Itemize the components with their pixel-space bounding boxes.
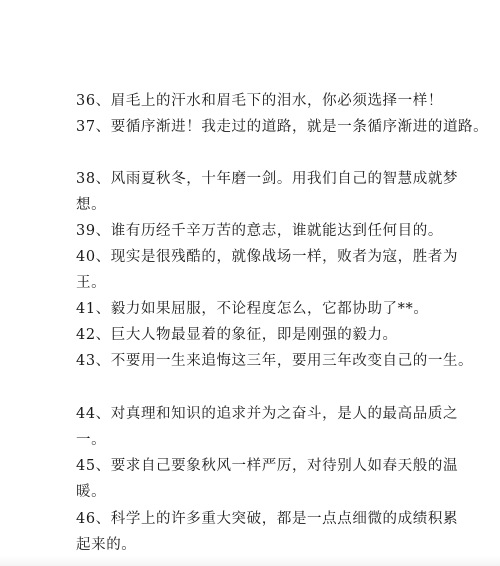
- quote-43: 43、不要用一生来追悔这三年，要用三年改变自己的一生。: [76, 353, 474, 369]
- quote-45: 45、要求自己要象秋风一样严厉，对待别人如春天般的温: [76, 458, 459, 474]
- quote-37: 37、要循序渐进！我走过的道路，就是一条循序渐进的道路。: [76, 119, 489, 135]
- quote-46-continued: 起来的。: [76, 537, 137, 553]
- quote-41: 41、毅力如果屈服，不论程度怎么，它都协助了**。: [76, 301, 429, 317]
- quote-38: 38、风雨夏秋冬，十年磨一剑。用我们自己的智慧成就梦: [76, 171, 459, 187]
- quote-36: 36、眉毛上的汗水和眉毛下的泪水，你必须选择一样！: [76, 93, 443, 109]
- quote-40-continued: 王。: [76, 275, 107, 291]
- bottom-edge-fade: [0, 556, 500, 566]
- quote-46: 46、科学上的许多重大突破，都是一点点细微的成绩积累: [76, 511, 459, 527]
- quote-44: 44、对真理和知识的追求并为之奋斗，是人的最高品质之: [76, 406, 459, 422]
- quote-44-continued: 一。: [76, 432, 107, 448]
- quote-40: 40、现实是很残酷的，就像战场一样，败者为寇，胜者为: [76, 249, 459, 265]
- quote-45-continued: 暖。: [76, 484, 107, 500]
- quote-42: 42、巨大人物最显着的象征，即是刚强的毅力。: [76, 327, 398, 343]
- quote-39: 39、谁有历经千辛万苦的意志，谁就能达到任何目的。: [76, 223, 443, 239]
- quote-38-continued: 想。: [76, 197, 107, 213]
